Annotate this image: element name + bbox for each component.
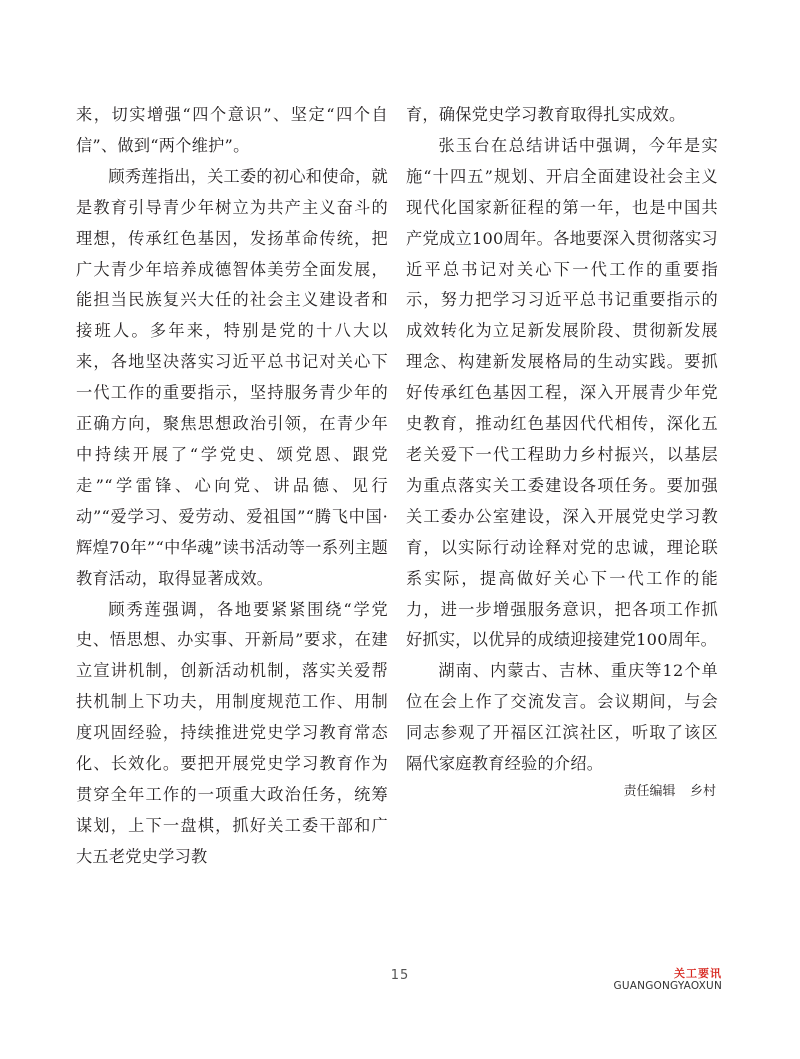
footer-brand	[614, 967, 722, 993]
brand-name-pinyin: GUANGONGYAOXUN	[613, 980, 722, 992]
editor-credit: 责任编辑 乡村	[623, 783, 716, 799]
brand-name-chinese: 关工要讯	[674, 967, 722, 980]
paragraph-gu-xiulian-points-out: 顾秀莲指出，关工委的初心和使命，就是教育引导青少年树立为共产主义奋斗的理想，传承红色基因，发扬革命传统，把广大青少年培养成德智体美劳全面发展，能担当民族复兴大任的社会主义建设者和接班人。多年来，特别是党的十八大以来，各地坚决落实习近平总书记对关心下一代工作的重要指示，坚持服务青少年的正确方向，聚焦思想政治引领，在青少年中持续开展了“学党史、颂党恩、跟党走”“学雷锋、心向党、讲品德、见行动”“爱学习、爱劳动、爱祖国”“腾飞中国·辉煌70年”“中华魂”读书活动等一系列主题教育活动，取得显著成效。	[76, 166, 388, 588]
paragraph-zhang-yutai-summary: 张玉台在总结讲话中强调，今年是实施“十四五”规划、开启全面建设社会主义现代化国家新征程的第一年，也是中国共产党成立100周年。各地要深入贯彻落实习近平总书记对关心下一代工作的重要指示，努力把学习习近平总书记重要指示的成效转化为立足新发展阶段、贯彻新发展理念、构建新发展格局的生动实践。要抓好传承红色基因工程，深入开展青少年党史教育，推动红色基因代代相传，深化五老关爱下一代工程助力乡村振兴，以基层为重点落实关工委建设各项任务。要加强关工委办公室建设，深入开展党史学习教育，以实际行动诠释对党的忠诚，理论联系实际，提高做好关心下一代工作的能力，进一步增强服务意识，把各项工作抓好抓实，以优异的成绩迎接建党100周年。	[406, 135, 718, 650]
paragraph-gu-xiulian-emphasizes: 顾秀莲强调，各地要紧紧围绕“学党史、悟思想、办实事、开新局”要求，在建立宣讲机制，创新活动机制，落实关爱帮扶机制上下功夫，用制度规范工作、用制度巩固经验，持续推进党史学习教育常态化、长效化。要把开展党史学习教育作为贯穿全年工作的一项重大政治任务，统筹谋划，上下一盘棋，抓好关工委干部和广大五老党史学习教	[76, 599, 388, 866]
left-column	[76, 100, 388, 873]
paragraph-continuation: 来，切实增强“四个意识”、坚定“四个自信”、做到“两个维护”。	[76, 105, 388, 155]
right-column	[406, 100, 718, 802]
page-number: 15	[390, 968, 410, 983]
paragraph-exchange-speeches: 湖南、内蒙古、吉林、重庆等12个单位在会上作了交流发言。会议期间，与会同志参观了开福区江滨社区，听取了该区隔代家庭教育经验的介绍。	[406, 661, 718, 774]
paragraph-continuation-right: 育，确保党史学习教育取得扎实成效。	[406, 105, 686, 124]
